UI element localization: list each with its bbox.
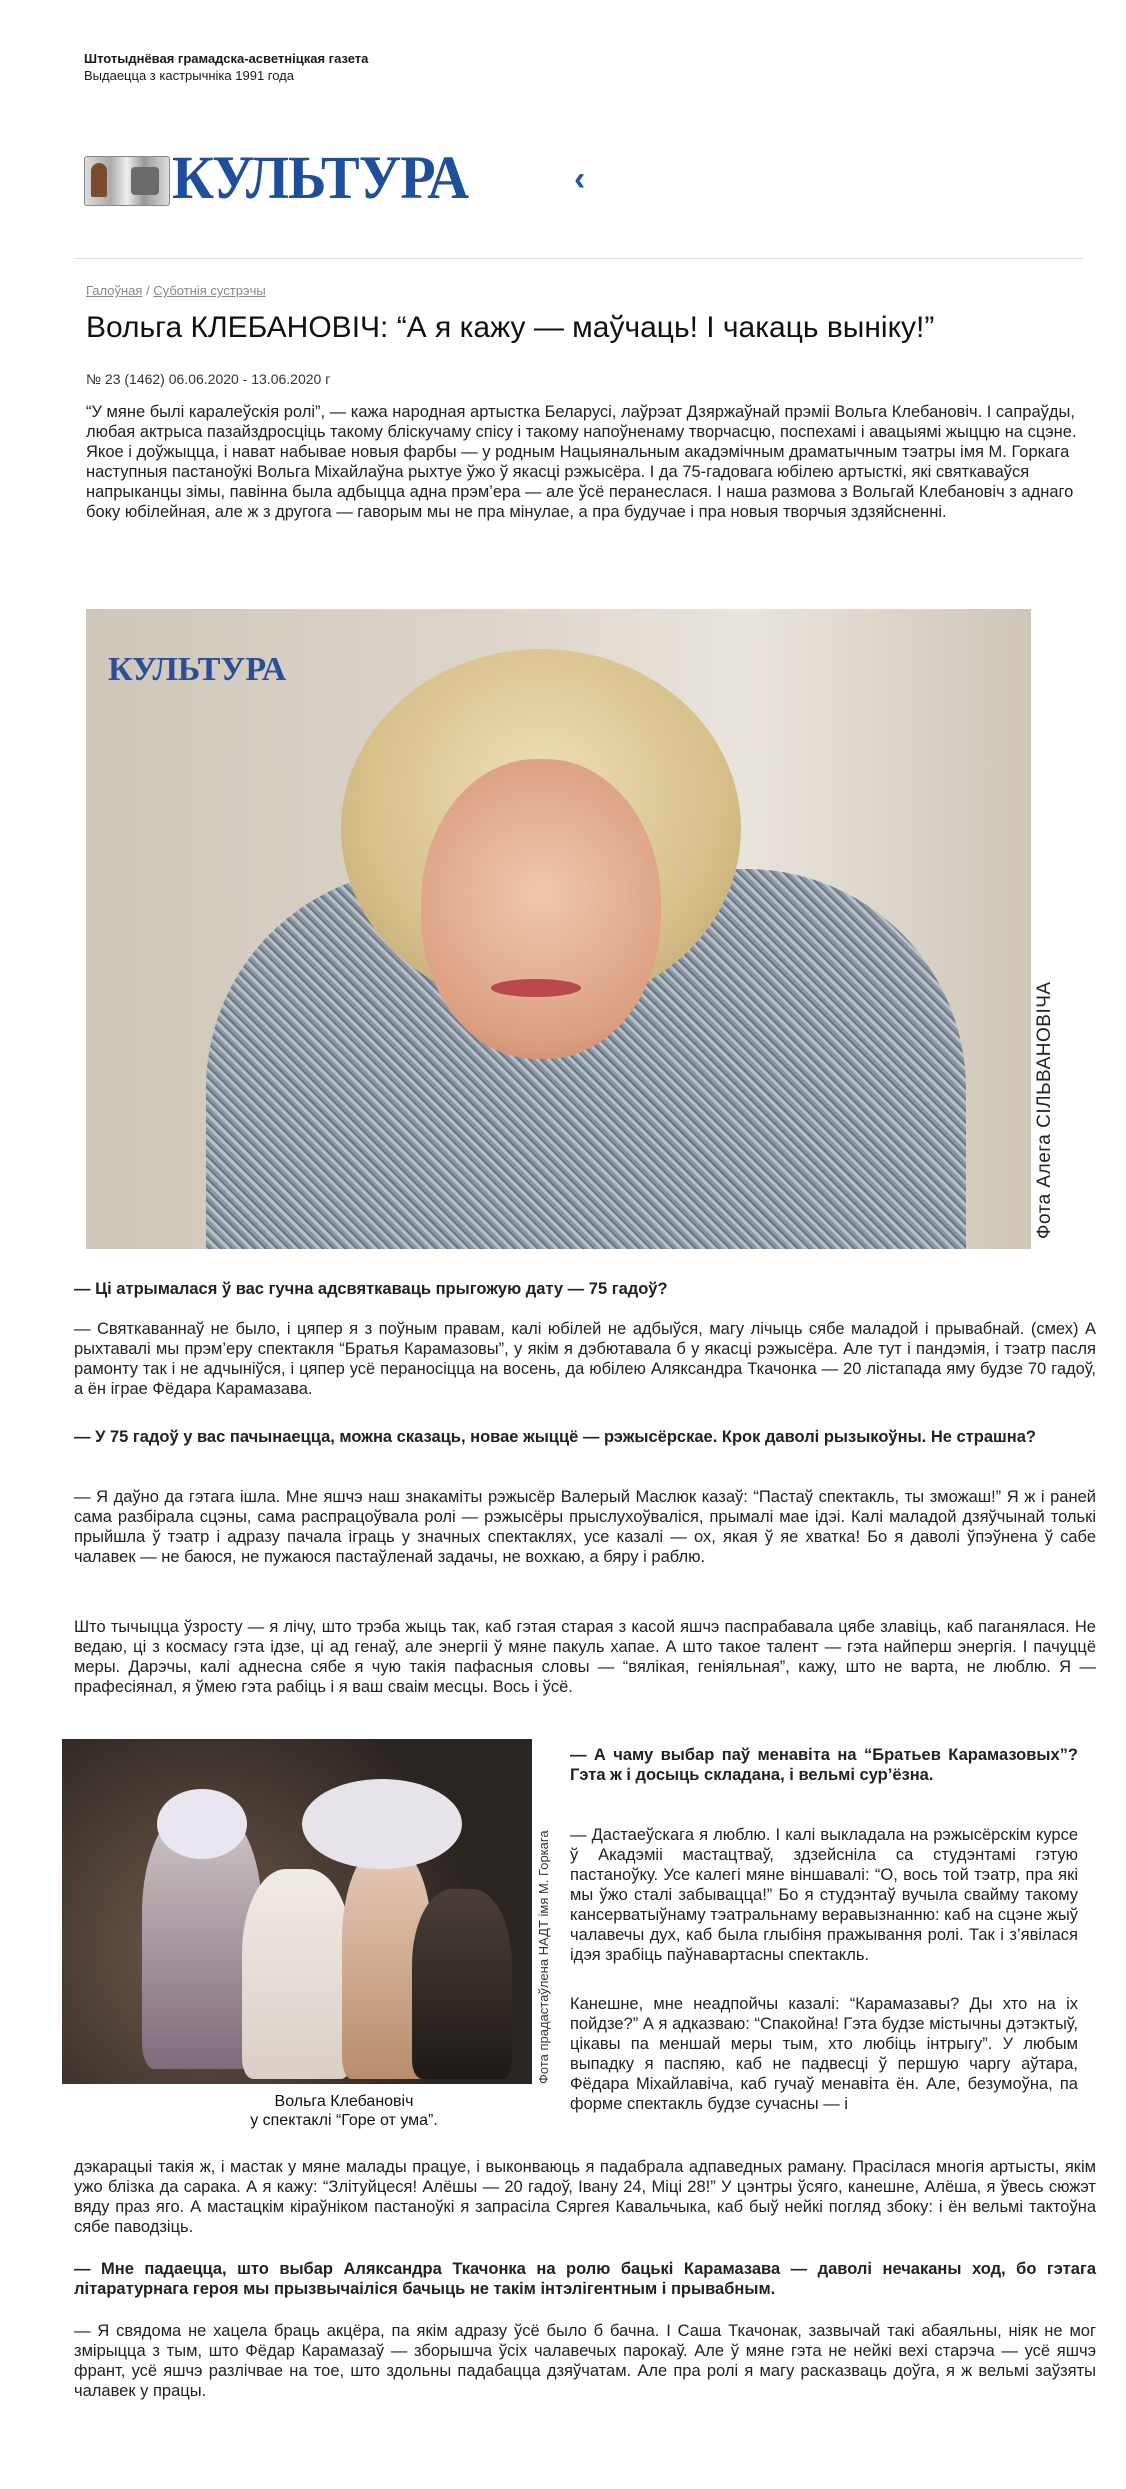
stage-photo [62,1739,532,2084]
question-2: — У 75 гадоў у вас пачынаецца, можна сказаць, новае жыццё — рэжысёрскае. Крок даволі рызыкоўны. Не страшна? [74,1428,1036,1446]
answer-1: — Святкаваннаў не было, і цяпер я з поўным правам, калі юбілей не адбыўся, магу лічыць сябе маладой і прывабнай. (смех) А рыхтавалі мы прэм’еру спектакля “Братья Карамазовы”, у якім я дэбютавала б у якасці рэжысёра. Але тут і пандэмія, і тэатр пасля рамонту так і не адчыніўся, і цяпер усё пераносіцца на восень, да юбілею Аляксандра Ткачонка — 20 лістапада яму будзе 70 гадоў, а ён іграе Фёдара Карамазава. [74,1320,1096,1398]
photo-credit: Фота Алега СІЛЬВАНОВІЧА [1034,981,1055,1239]
article-container [74,258,1096,2489]
stage-photo-caption: Вольга Клебановіч у спектаклі “Горе от ума”. [250,2093,438,2129]
page-title: Вольга КЛЕБАНОВІЧ: “А я кажу — маўчаць! І чакаць выніку!” [86,311,935,344]
issue-info: № 23 (1462) 06.06.2020 - 13.06.2020 г [86,371,331,387]
logo-emblem-icon [84,156,170,206]
portrait-photo [86,609,1031,1249]
breadcrumb-section-link[interactable]: Суботнія сустрэчы [153,283,266,298]
masthead-tagline: Штотыднёвая грамадска-асветніцкая газета [84,51,369,66]
answer-2: — Я даўно да гэтага ішла. Мне яшчэ наш знакаміты рэжысёр Валерый Маслюк казаў: “Пастаў спектакль, ты зможаш!” Я ж і раней сама разбірала сцэны, сама распрацоўвала ролі — рэжысёры прыслухоўваліся, прымалі мае ідэі. Калі маладой дзяўчынай толькі прыйшла ў тэатр і адразу пачала іграць у значных спектаклях, усе казалі — ох, якая ў яе хватка! Бо я даволі ўпэўнена ў сабе чалавек — не баюся, не пужаюся пастаўленай задачы, не вохкаю, а бяру і раблю. [74,1488,1096,1566]
answer-5-side: Канешне, мне неадпойчы казалі: “Карамазавы? Ды хто на іх пойдзе?” А я адказваю: “Спакойна! Гэта будзе містычны дэтэктыў, цікавы па меншай меры тым, хто любіць інтрыгу”. У любым выпадку я паспяю, каб не падвесці ў першую чаргу аўтара, Фёдара Міхайлавіча, каб гучаў менавіта ён. Але, безумоўна, па форме спектакль будзе сучасны — і [570,1995,1078,2113]
chevron-left-icon[interactable]: ‹ [574,160,586,198]
answer-6: — Я свядома не хацела браць акцёра, па якім адразу ўсё было б бачна. І Саша Ткачонак, зазвычай такі абаяльны, ніяк не мог змірыцца з тым, што Фёдар Карамазаў — зборышча ўсіх чалавечых парокаў. Але ў мяне гэта не нейкі вехі старэча — усё яшчэ франт, усё яшчэ разлічвае на тое, што здольны падабацца дзяўчатам. Але пра ролі я магу расказваць доўга, я ж вельмі заўзяты чалавек у працы. [74,2322,1096,2400]
site-logo[interactable] [84,143,684,212]
masthead-since: Выдаецца з кастрычніка 1991 года [84,68,294,83]
stage-photo-credit: Фота прадастаўлена НАДТ імя М. Горкага [536,1830,551,2084]
photo-watermark-logo: КУЛЬТУРА [108,651,287,688]
answer-5: дэкарацыі такія ж, і мастак у мяне малады працуе, і выконваюць я падабрала адпаведных раману. Прасілася многія артысты, якім ужо блізка да сарака. А я кажу: “Злітуйцеся! Алёшы — 20 гадоў, Івану 24, Міці 28!” У цэнтры ўсяго, канешне, Алёша, я ўвесь сюжэт вяду праз яго. А мастацкім кіраўніком пастаноўкі я запрасіла Сяргея Кавальчыка, каб быў нейкі погляд збоку: і ён вельмі тактоўна сябе паводзіць. [74,2158,1096,2236]
question-4: — Мне падаецца, што выбар Аляксандра Ткачонка на ролю бацькі Карамазава — даволі нечаканы ход, бо гэтага літаратурнага героя мы прызвычаіліся бачыць не такім інтэлігентным і прывабным. [74,2260,1096,2298]
question-1: — Ці атрымалася ў вас гучна адсвяткаваць прыгожую дату — 75 гадоў? [74,1280,668,1298]
masthead [84,50,368,84]
answer-4: — Дастаеўскага я люблю. І калі выкладала на рэжысёрскім курсе ў Акадэміі мастацтваў, здзейсніла са студэнтамі гэтую пастаноўку. Усе калегі мяне віншавалі: “О, вось той тэатр, пра які мы ўжо сталі забывацца!” Бо я студэнтаў вучыла свайму такому кансерватыўнаму тэатральнаму веравызнанню: каб на сцэне жыў чалавечы дух, каб была глыбіня пражывання ролі. Так і з’явілася ідэя зрабіць паўнавартасны спектакль. [570,1826,1078,1964]
answer-3: Што тычыцца ўзросту — я лічу, што трэба жыць так, каб гэтая старая з касой яшчэ паспрабавала цябе злавіць, каб паганялася. Не ведаю, ці з космасу гэта ідзе, ці ад генаў, але энергіі ў мяне пакуль хапае. А што такое талент — гэта найперш энергія. І пачуццё меры. Дарэчы, калі аднесна сябе я чую такія пафасныя словы — “вялікая, геніяльная”, кажу, што не варта, не люблю. Я — прафесіянал, я ўмею гэта рабіць і я ваш сваім месцы. Вось і ўсё. [74,1618,1096,1696]
breadcrumb-home-link[interactable]: Галоўная [86,283,143,298]
breadcrumb-separator: / [142,283,154,298]
breadcrumb [86,283,266,298]
article-lead: “У мяне былі каралеўскія ролі”, — кажа народная артыстка Беларусі, лаўрэат Дзяржаўнай прэміі Вольга Клебановіч. І сапраўды, любая актрыса пазайздросціць такому бліскучаму спісу і такому напоўненаму творчасцю, поспехамі і авацыямі жыццю на сцэне. Якое і доўжыцца, і нават набывае новыя фарбы — у родным Нацыянальным акадэмічным драматычным тэатры імя М. Горкага наступныя пастаноўкі Вольга Міхайлаўна рыхтуе ўжо ў якасці рэжысёра. І да 75-гадовага юбілею артысткі, які святкаваўся напрыканцы зімы, павінна была адбыцца адна прэм’ера — але ўсё перанеслася. І наша размова з Вольгай Клебановіч з аднаго боку юбілейная, але ж з другога — гаворым мы не пра мінулае, а пра будучае і пра новыя творчыя здзяйсненні. [86,403,1077,521]
logo-wordmark: КУЛЬТУРА [172,143,469,212]
question-3: — А чаму выбар паў менавіта на “Братьев Карамазовых”? Гэта ж і досыць складана, і вельмі сур’ёзна. [570,1746,1078,1784]
